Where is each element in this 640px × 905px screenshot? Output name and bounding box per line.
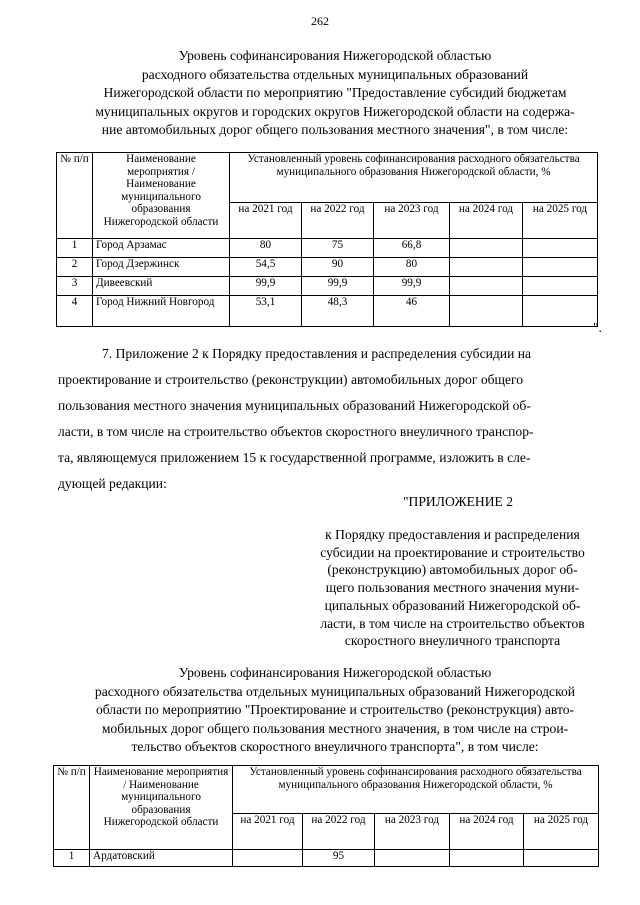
header-num: № п/п bbox=[57, 153, 93, 239]
header-year: на 2023 год bbox=[374, 203, 450, 239]
closing-quote: ". bbox=[593, 320, 602, 335]
title-2-line: Уровень софинансирования Нижегородской областью bbox=[178, 665, 492, 680]
header-year: на 2024 год bbox=[450, 814, 524, 850]
row-value bbox=[523, 239, 598, 258]
row-value: 48,3 bbox=[302, 296, 374, 327]
header-year: на 2022 год bbox=[302, 203, 374, 239]
row-value bbox=[523, 258, 598, 277]
header-year: на 2021 год bbox=[233, 814, 303, 850]
cofinancing-table-1 bbox=[56, 152, 598, 327]
row-value: 90 bbox=[302, 258, 374, 277]
header-year: на 2023 год bbox=[375, 814, 450, 850]
row-num: 1 bbox=[57, 239, 93, 258]
header-name: Наименование мероприятия / Наименование муниципального образования Нижегородской области bbox=[93, 153, 230, 239]
row-num: 1 bbox=[54, 850, 90, 867]
row-value: 54,5 bbox=[230, 258, 302, 277]
row-value: 95 bbox=[303, 850, 375, 867]
title-2-line: расходного обязательства отдельных муниципальных образований Нижегородской bbox=[94, 683, 576, 699]
title-2-line: области по мероприятию "Проектирование и строительство (реконструкция) авто- bbox=[95, 702, 575, 718]
row-value bbox=[523, 277, 598, 296]
title-2 bbox=[40, 664, 630, 757]
row-value: 53,1 bbox=[230, 296, 302, 327]
row-name: Ардатовский bbox=[90, 850, 233, 867]
row-num: 4 bbox=[57, 296, 93, 327]
appendix-subtitle-line: ласти, в том числе на строительство объектов bbox=[320, 615, 585, 631]
row-value bbox=[233, 850, 303, 867]
row-value bbox=[450, 850, 524, 867]
row-value: 80 bbox=[374, 258, 450, 277]
row-name: Город Арзамас bbox=[93, 239, 230, 258]
appendix-heading: "ПРИЛОЖЕНИЕ 2 bbox=[403, 494, 514, 509]
row-value bbox=[523, 296, 598, 327]
title-2-line: мобильных дорог общего пользования местного значения, в том числе на строи- bbox=[101, 720, 569, 736]
appendix-subtitle-line: щего пользования местного значения муни- bbox=[325, 580, 580, 596]
header-num: № п/п bbox=[54, 766, 90, 850]
title-1-line: ние автомобильных дорог общего пользования местного значения", в том числе: bbox=[101, 122, 569, 138]
table-row bbox=[57, 239, 598, 258]
header-year: на 2021 год bbox=[230, 203, 302, 239]
row-value: 99,9 bbox=[230, 277, 302, 296]
row-value: 46 bbox=[374, 296, 450, 327]
appendix-subtitle-line: к Порядку предоставления и распределения bbox=[325, 527, 580, 542]
paragraph-line: дующей редакции: bbox=[58, 476, 167, 491]
header-level: Установленный уровень софинансирования расходного обязательства муниципального образования Нижегородской области, % bbox=[230, 153, 598, 203]
paragraph-line: проектирование и строительство (реконструкции) автомобильных дорог общего bbox=[58, 372, 524, 387]
row-value bbox=[450, 277, 523, 296]
row-value: 99,9 bbox=[302, 277, 374, 296]
table-row bbox=[57, 258, 598, 277]
table-row bbox=[54, 850, 599, 867]
header-year: на 2025 год bbox=[523, 203, 598, 239]
appendix-subtitle-line: ципальных образований Нижегородской об- bbox=[324, 597, 581, 613]
row-num: 3 bbox=[57, 277, 93, 296]
row-name: Дивеевский bbox=[93, 277, 230, 296]
paragraph-line: 7. Приложение 2 к Порядку предоставления и распределения субсидии на bbox=[102, 346, 532, 361]
header-level: Установленный уровень софинансирования расходного обязательства муниципального образования Нижегородской области, % bbox=[233, 766, 599, 814]
row-value: 80 bbox=[230, 239, 302, 258]
paragraph-line: та, являющемуся приложением 15 к государственной программе, изложить в сле- bbox=[58, 450, 531, 465]
appendix-subtitle-line: (реконструкцию) автомобильных дорог об- bbox=[327, 562, 578, 578]
cofinancing-table-2 bbox=[53, 765, 599, 867]
row-num: 2 bbox=[57, 258, 93, 277]
title-1-line: Нижегородской области по мероприятию "Предоставление субсидий бюджетам bbox=[103, 85, 567, 101]
table-row bbox=[57, 296, 598, 327]
header-year: на 2022 год bbox=[303, 814, 375, 850]
header-year: на 2025 год bbox=[524, 814, 599, 850]
row-value: 99,9 bbox=[374, 277, 450, 296]
row-name: Город Нижний Новгород bbox=[93, 296, 230, 327]
row-value bbox=[450, 239, 523, 258]
table-row bbox=[57, 277, 598, 296]
row-value bbox=[450, 296, 523, 327]
title-1 bbox=[40, 47, 630, 140]
row-value: 66,8 bbox=[374, 239, 450, 258]
row-value bbox=[375, 850, 450, 867]
appendix-subtitle-line: скоростного внеуличного транспорта bbox=[344, 633, 561, 649]
row-name: Город Дзержинск bbox=[93, 258, 230, 277]
title-2-line: тельство объектов скоростного внеуличного транспорта", в том числе: bbox=[131, 739, 539, 755]
row-value bbox=[450, 258, 523, 277]
paragraph-line: ласти, в том числе на строительство объектов скоростного внеуличного транспор- bbox=[58, 424, 534, 439]
header-name: Наименование мероприятия / Наименование муниципального образования Нижегородской области bbox=[90, 766, 233, 850]
row-value bbox=[524, 850, 599, 867]
appendix-subtitle bbox=[290, 526, 615, 650]
header-year: на 2024 год bbox=[450, 203, 523, 239]
row-value: 75 bbox=[302, 239, 374, 258]
page-number: 262 bbox=[311, 14, 329, 28]
appendix-subtitle-line: субсидии на проектирование и строительство bbox=[320, 544, 585, 560]
title-1-line: Уровень софинансирования Нижегородской областью bbox=[178, 48, 492, 63]
title-1-line: расходного обязательства отдельных муниципальных образований bbox=[141, 66, 529, 82]
title-1-line: муниципальных округов и городских округов Нижегородской области на содержа- bbox=[95, 103, 575, 119]
paragraph-line: пользования местного значения муниципальных образований Нижегородской об- bbox=[58, 398, 531, 413]
